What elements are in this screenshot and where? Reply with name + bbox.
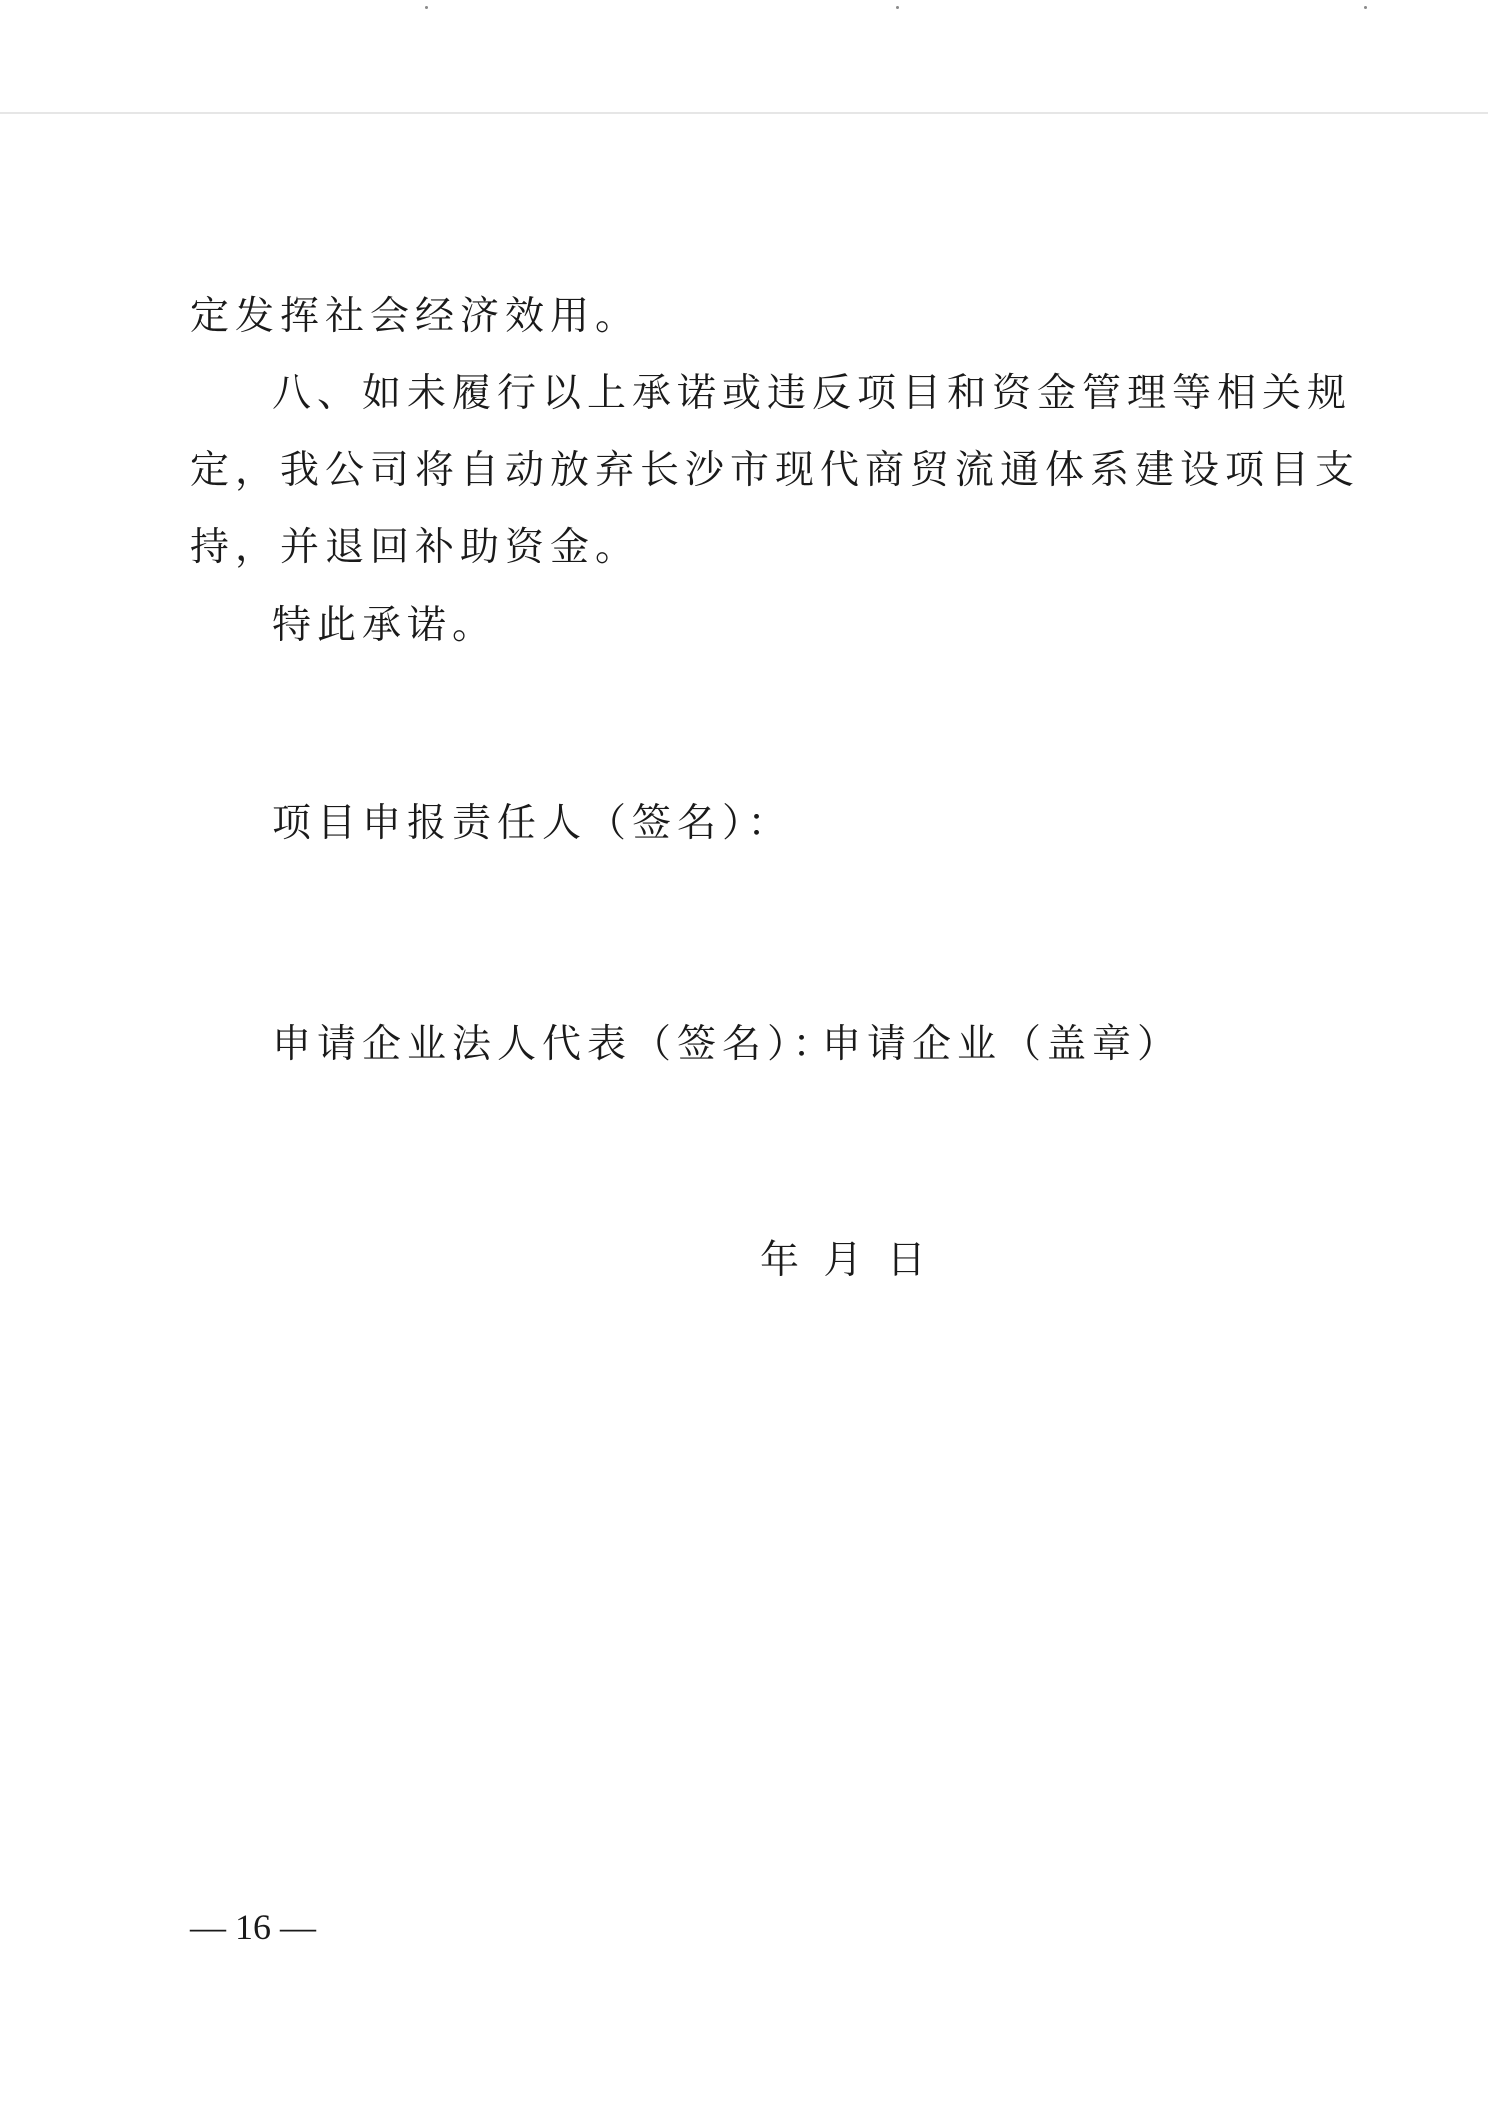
body-line-4: 持，并退回补助资金。	[190, 525, 641, 570]
body-line-2: 八、如未履行以上承诺或违反项目和资金管理等相关规	[272, 371, 1353, 416]
company-seal-label: 申请企业（盖章）	[822, 1022, 1183, 1067]
scan-header-band	[0, 0, 1488, 112]
body-line-3: 定，我公司将自动放弃长沙市现代商贸流通体系建设项目支	[190, 448, 1361, 493]
date-label: 年 月 日	[760, 1238, 932, 1283]
body-line-1: 定发挥社会经济效用。	[190, 294, 641, 339]
header-divider	[0, 112, 1488, 114]
legal-rep-signature-label: 申请企业法人代表（签名）：	[272, 1022, 838, 1067]
scan-speck	[896, 6, 899, 9]
scan-speck	[1364, 6, 1367, 9]
scan-speck	[425, 6, 428, 9]
body-line-closing: 特此承诺。	[272, 603, 498, 648]
project-person-signature-label: 项目申报责任人（签名）：	[272, 801, 793, 846]
page-number: — 16 —	[190, 1907, 316, 1947]
